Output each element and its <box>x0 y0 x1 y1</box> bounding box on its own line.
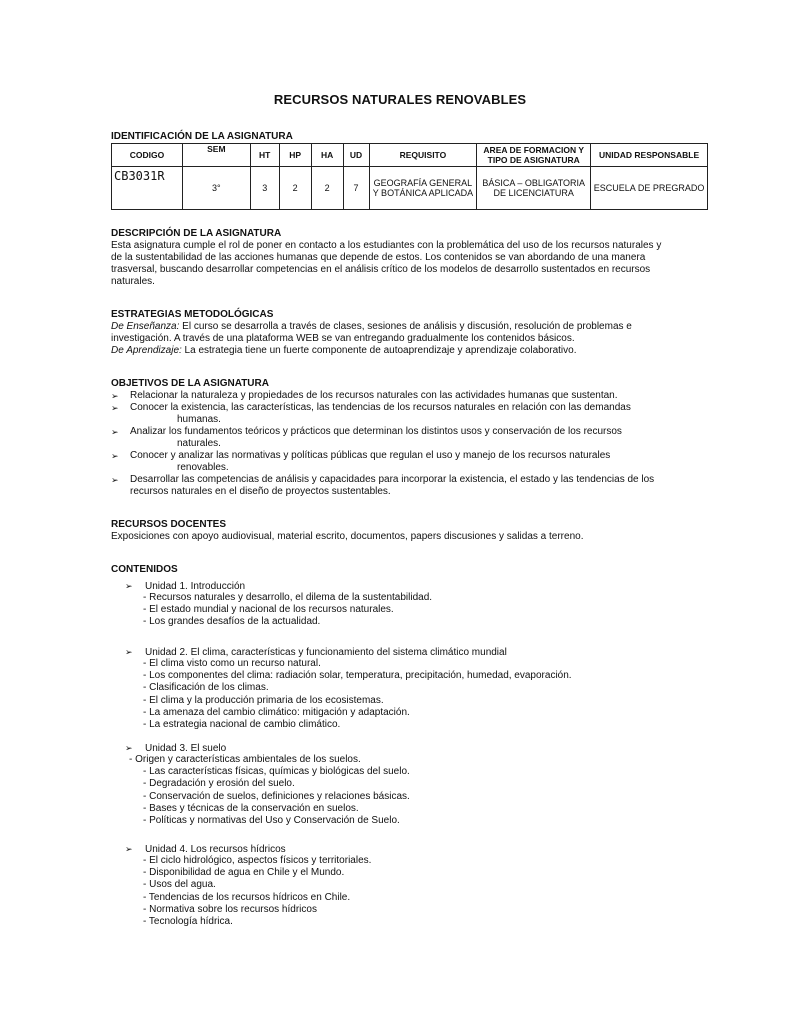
cell-ht: 3 <box>250 167 279 210</box>
cell-sem: 3° <box>182 167 250 210</box>
unit-3-list <box>129 754 410 827</box>
list-item <box>111 474 696 498</box>
list-item: - Bases y técnicas de la conservación en suelos. <box>143 802 359 814</box>
list-item: - Normativa sobre los recursos hídricos <box>143 903 317 915</box>
list-item: - Los componentes del clima: radiación solar, temperatura, precipitación, humedad, evaporación. <box>143 670 572 682</box>
list-item: - El ciclo hidrológico, aspectos físicos y territoriales. <box>143 855 372 866</box>
aprendizaje-label: De Aprendizaje: <box>111 345 182 356</box>
cell-area: BÁSICA – OBLIGATORIA DE LICENCIATURA <box>477 167 591 210</box>
arrow-bullet-icon: ➢ <box>111 391 119 401</box>
list-item: - Origen y características ambientales de los suelos. <box>129 754 361 765</box>
unit-1-list <box>143 592 432 629</box>
objetivo-text: Conocer la existencia, las características, las tendencias de los recursos naturales en relación con las demandas <box>130 402 631 413</box>
objetivo-text-continued: renovables. <box>177 462 229 473</box>
identificacion-heading: IDENTIFICACIÓN DE LA ASIGNATURA <box>111 131 293 142</box>
list-item: - Degradación y erosión del suelo. <box>143 778 295 790</box>
objetivo-text-continued: recursos naturales en el diseño de proyectos sustentables. <box>130 486 391 497</box>
descripcion-line: de la sustentabilidad de las acciones humanas que depende de estos. Los contenidos se van abordando de una manera <box>111 252 646 263</box>
list-item: - Clasificación de los climas. <box>143 682 269 694</box>
list-item: - El clima visto como un recurso natural. <box>143 658 321 669</box>
list-item: - Políticas y normativas del Uso y Conservación de Suelo. <box>143 815 400 827</box>
objetivo-text: Conocer y analizar las normativas y políticas públicas que regulan el uso y manejo de los recursos naturales <box>130 450 611 461</box>
objetivo-text: Analizar los fundamentos teóricos y prácticos que determinan los distintos usos y conservación de los recursos <box>130 426 622 437</box>
arrow-bullet-icon: ➢ <box>125 743 133 753</box>
objetivo-text-continued: naturales. <box>177 438 221 449</box>
cell-ha: 2 <box>311 167 343 210</box>
recursos-text: Exposiciones con apoyo audiovisual, material escrito, documentos, papers discusiones y salidas a terreno. <box>111 531 584 542</box>
list-item: - Tendencias de los recursos hídricos en Chile. <box>143 891 351 903</box>
estrategias-heading: ESTRATEGIAS METODOLÓGICAS <box>111 309 274 320</box>
list-item: - Conservación de suelos, definiciones y relaciones básicas. <box>143 790 410 802</box>
cell-codigo: CB3031R <box>112 167 183 210</box>
table-row <box>112 167 708 210</box>
descripcion-line: trasversal, buscando desarrollar competencias en el análisis crítico de los modelos de desarrollo sustentados en recursos <box>111 264 651 275</box>
unit-4-list <box>143 855 371 928</box>
identification-table <box>111 143 708 210</box>
header-ud: UD <box>343 144 369 167</box>
header-area: AREA DE FORMACION Y TIPO DE ASIGNATURA <box>477 144 591 167</box>
estrategias-paragraph <box>111 321 711 357</box>
cell-ud: 7 <box>343 167 369 210</box>
objetivos-heading: OBJETIVOS DE LA ASIGNATURA <box>111 378 269 389</box>
contenidos-heading: CONTENIDOS <box>111 564 178 575</box>
unit-2-title: Unidad 2. El clima, características y funcionamiento del sistema climático mundial <box>145 647 507 658</box>
objetivo-text: Relacionar la naturaleza y propiedades de los recursos naturales con las actividades humanas que sustentan. <box>130 390 618 401</box>
list-item <box>111 450 696 474</box>
header-codigo: CODIGO <box>112 144 183 167</box>
unit-4-title: Unidad 4. Los recursos hídricos <box>145 844 286 855</box>
header-ht: HT <box>250 144 279 167</box>
unit-3-title: Unidad 3. El suelo <box>145 743 227 754</box>
unit-1-title: Unidad 1. Introducción <box>145 581 246 592</box>
objetivo-text: Desarrollar las competencias de análisis y capacidades para incorporar la existencia, el estado y las tendencias de los <box>130 474 655 485</box>
table-header-row <box>112 144 708 167</box>
arrow-bullet-icon: ➢ <box>111 475 119 485</box>
arrow-bullet-icon: ➢ <box>125 647 133 657</box>
arrow-bullet-icon: ➢ <box>111 451 119 461</box>
list-item: - Tecnología hídrica. <box>143 916 233 928</box>
list-item <box>111 426 696 450</box>
list-item <box>111 402 696 426</box>
list-item <box>111 390 696 402</box>
list-item: - Recursos naturales y desarrollo, el dilema de la sustentabilidad. <box>143 592 433 603</box>
ensenanza-label: De Enseñanza: <box>111 321 180 332</box>
cell-hp: 2 <box>279 167 311 210</box>
list-item: - Usos del agua. <box>143 879 216 891</box>
ensenanza-line <box>111 321 711 333</box>
cell-requisito: GEOGRAFÍA GENERAL Y BOTÁNICA APLICADA <box>369 167 477 210</box>
descripcion-paragraph <box>111 240 711 288</box>
list-item: - La estrategia nacional de cambio climático. <box>143 719 341 731</box>
list-item: - Disponibilidad de agua en Chile y el Mundo. <box>143 867 345 879</box>
header-ha: HA <box>311 144 343 167</box>
descripcion-heading: DESCRIPCIÓN DE LA ASIGNATURA <box>111 228 282 239</box>
arrow-bullet-icon: ➢ <box>125 581 133 591</box>
header-requisito: REQUISITO <box>369 144 477 167</box>
descripcion-line: naturales. <box>111 276 155 287</box>
list-item: - Las características físicas, químicas y biológicas del suelo. <box>143 766 410 778</box>
arrow-bullet-icon: ➢ <box>111 427 119 437</box>
cell-unidad: ESCUELA DE PREGRADO <box>591 167 708 210</box>
list-item: - Los grandes desafíos de la actualidad. <box>143 616 321 628</box>
list-item: - La amenaza del cambio climático: mitigación y adaptación. <box>143 706 410 718</box>
arrow-bullet-icon: ➢ <box>111 403 119 413</box>
unit-2-list <box>143 658 572 731</box>
aprendizaje-text: La estrategia tiene un fuerte componente de autoaprendizaje y aprendizaje colaborativo. <box>181 345 577 356</box>
aprendizaje-line <box>111 345 711 357</box>
page-title: RECURSOS NATURALES RENOVABLES <box>273 92 527 107</box>
header-sem: SEM <box>182 144 250 167</box>
arrow-bullet-icon: ➢ <box>125 844 133 854</box>
recursos-heading: RECURSOS DOCENTES <box>111 519 227 530</box>
list-item: - El clima y la producción primaria de los ecosistemas. <box>143 694 384 706</box>
objetivo-text-continued: humanas. <box>177 414 221 425</box>
ensenanza-text: El curso se desarrolla a través de clases, sesiones de análisis y discusión, resolución de problemas e <box>179 321 632 332</box>
header-hp: HP <box>279 144 311 167</box>
list-item: - El estado mundial y nacional de los recursos naturales. <box>143 604 394 616</box>
descripcion-line: Esta asignatura cumple el rol de poner en contacto a los estudiantes con la problemática del uso de los recursos naturales y <box>111 240 662 251</box>
header-unidad: UNIDAD RESPONSABLE <box>591 144 708 167</box>
objetivos-list <box>111 390 696 498</box>
ensenanza-line-2: investigación. A través de una plataforma WEB se van entregando gradualmente los contenidos básicos. <box>111 333 575 344</box>
